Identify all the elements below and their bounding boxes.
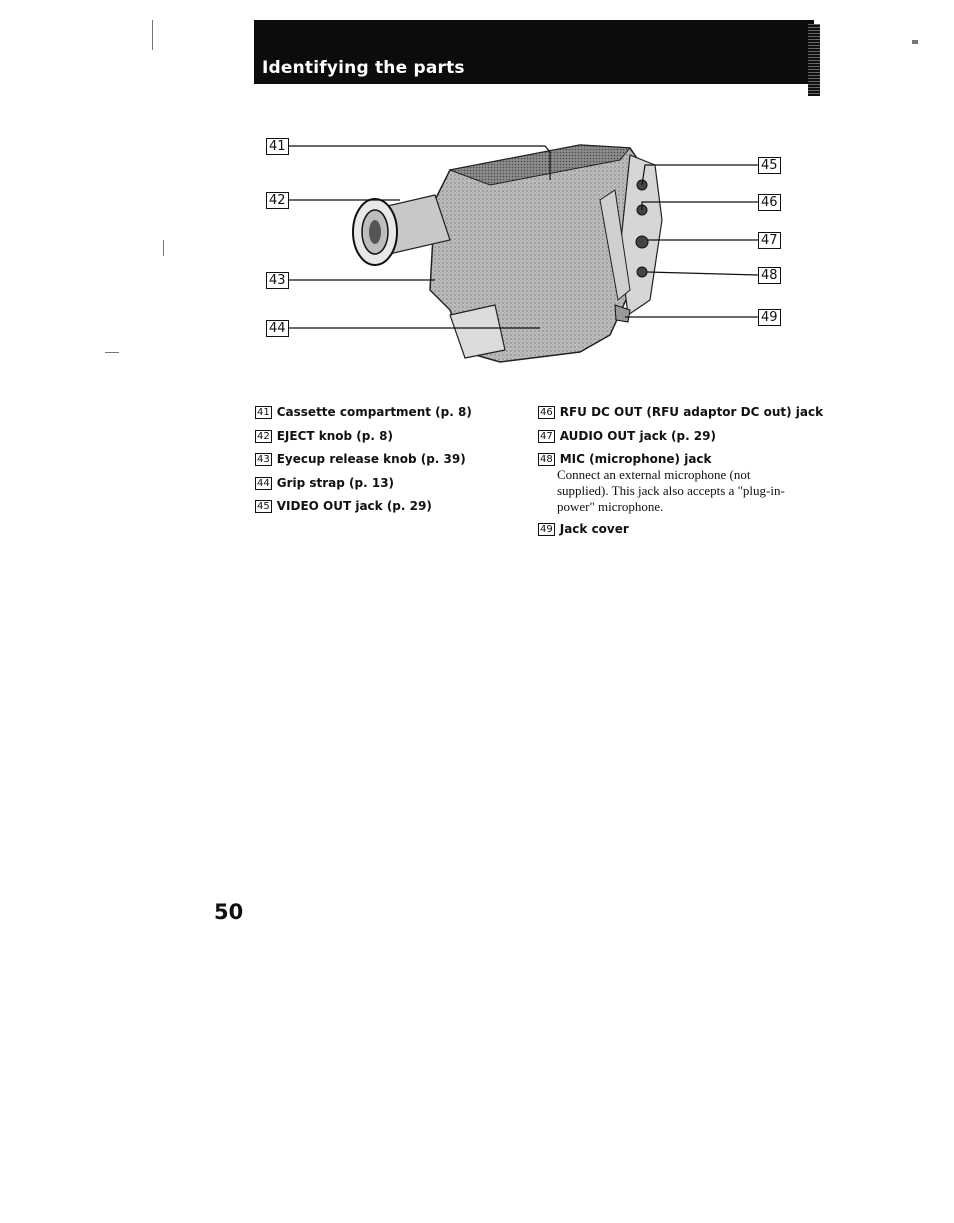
callout-49: 49 xyxy=(758,309,781,326)
callout-41: 41 xyxy=(266,138,289,155)
list-item: 46 RFU DC OUT (RFU adaptor DC out) jack xyxy=(540,405,824,419)
camcorder-illustration xyxy=(250,130,790,375)
mic-jack-description: Connect an external microphone (not supplied). This jack also accepts a "plug-in-power" microphone. xyxy=(557,467,785,514)
callout-43: 43 xyxy=(266,272,289,289)
list-item: 42 EJECT knob (p. 8) xyxy=(257,429,393,443)
section-title: Identifying the parts xyxy=(262,58,465,78)
list-item: 48 MIC (microphone) jack xyxy=(540,452,712,466)
scan-speck xyxy=(105,352,119,353)
list-item: 41 Cassette compartment (p. 8) xyxy=(257,405,472,419)
scan-speck xyxy=(912,40,918,44)
list-item: 49 Jack cover xyxy=(540,522,629,536)
callout-44: 44 xyxy=(266,320,289,337)
camcorder-drawing xyxy=(250,130,790,375)
callout-48: 48 xyxy=(758,267,781,284)
callout-47: 47 xyxy=(758,232,781,249)
callout-46: 46 xyxy=(758,194,781,211)
list-item: 45 VIDEO OUT jack (p. 29) xyxy=(257,499,432,513)
bottom-mount xyxy=(450,305,505,358)
callout-42: 42 xyxy=(266,192,289,209)
page-number: 50 xyxy=(214,900,244,924)
scan-speck xyxy=(152,20,153,50)
header-bar-edge xyxy=(808,24,820,96)
list-item: 43 Eyecup release knob (p. 39) xyxy=(257,452,466,466)
callout-45: 45 xyxy=(758,157,781,174)
scan-speck xyxy=(163,240,164,256)
list-item: 44 Grip strap (p. 13) xyxy=(257,476,395,490)
list-item: 47 AUDIO OUT jack (p. 29) xyxy=(540,429,716,443)
